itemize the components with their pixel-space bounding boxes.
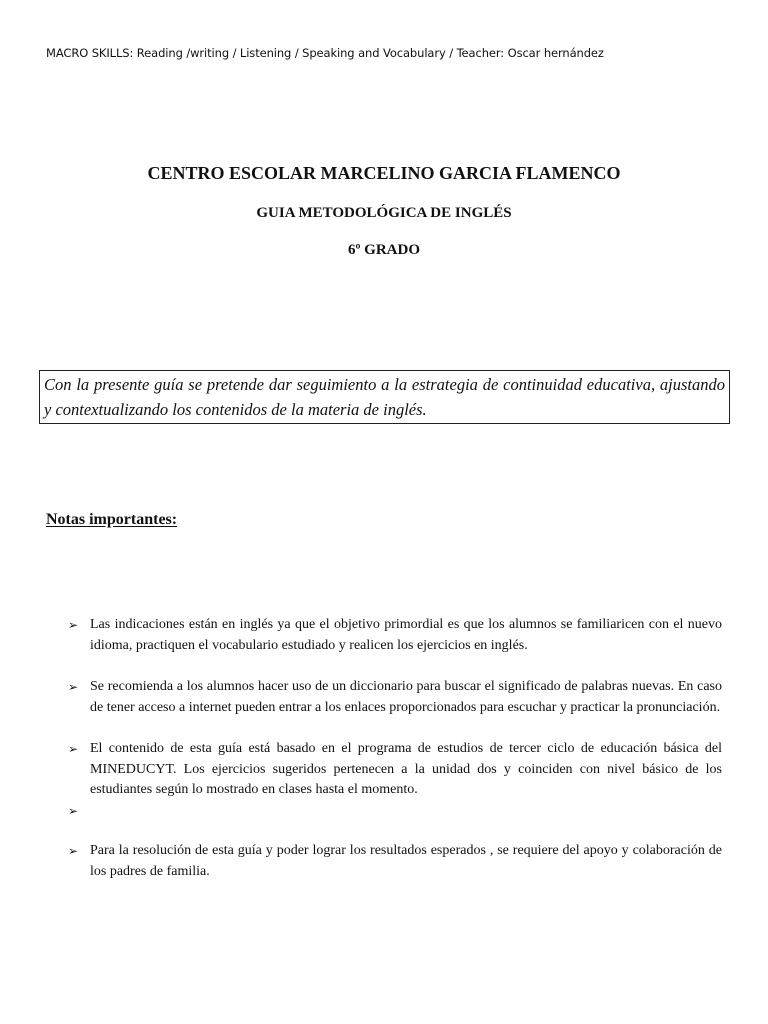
note-item [68,739,722,801]
arrowhead-bullet-icon: ➢ [68,844,79,858]
note-text: Para la resolución de esta guía y poder lograr los resultados esperados , se requiere del apoyo y colaboración de los padres de familia. [90,843,722,879]
note-item [68,841,722,882]
note-item [68,615,722,656]
guide-title: GUIA METODOLÓGICA DE INGLÉS [256,205,512,221]
note-text: El contenido de esta guía está basado en el programa de estudios de tercer ciclo de educación básica del MINEDUCYT. Los ejercicios sugeridos pertenecen a la unidad dos y coinciden con nivel básico de los estudiantes según lo mostrado en clases hasta el momento. [90,741,722,797]
note-text: Las indicaciones están en inglés ya que el objetivo primordial es que los alumnos se familiaricen con el nuevo idioma, practiquen el vocabulario estudiado y realicen los ejercicios en inglés. [90,617,722,653]
notes-list [68,615,722,882]
note-item-empty [68,801,722,822]
page-header: MACRO SKILLS: Reading /writing / Listening / Speaking and Vocabulary / Teacher: Oscar hernández [46,46,604,60]
note-item [68,677,722,718]
grade-label: 6º GRADO [347,242,421,258]
note-text [90,803,94,818]
school-name: CENTRO ESCOLAR MARCELINO GARCIA FLAMENCO [147,163,621,183]
arrowhead-bullet-icon: ➢ [68,742,79,756]
arrowhead-bullet-icon: ➢ [68,680,79,694]
intro-text: Con la presente guía se pretende dar seguimiento a la estrategia de continuidad educativa, ajustando y contextualizando los contenidos de la materia de inglés. [44,375,725,419]
arrowhead-bullet-icon: ➢ [68,618,79,632]
notes-heading: Notas importantes: [46,511,178,528]
arrowhead-bullet-icon: ➢ [68,803,79,818]
note-text: Se recomienda a los alumnos hacer uso de un diccionario para buscar el significado de palabras nuevas. En caso de tener acceso a internet pueden entrar a los enlaces proporcionados para escuchar y practicar la pronunciación. [90,679,722,715]
intro-box [39,370,730,424]
